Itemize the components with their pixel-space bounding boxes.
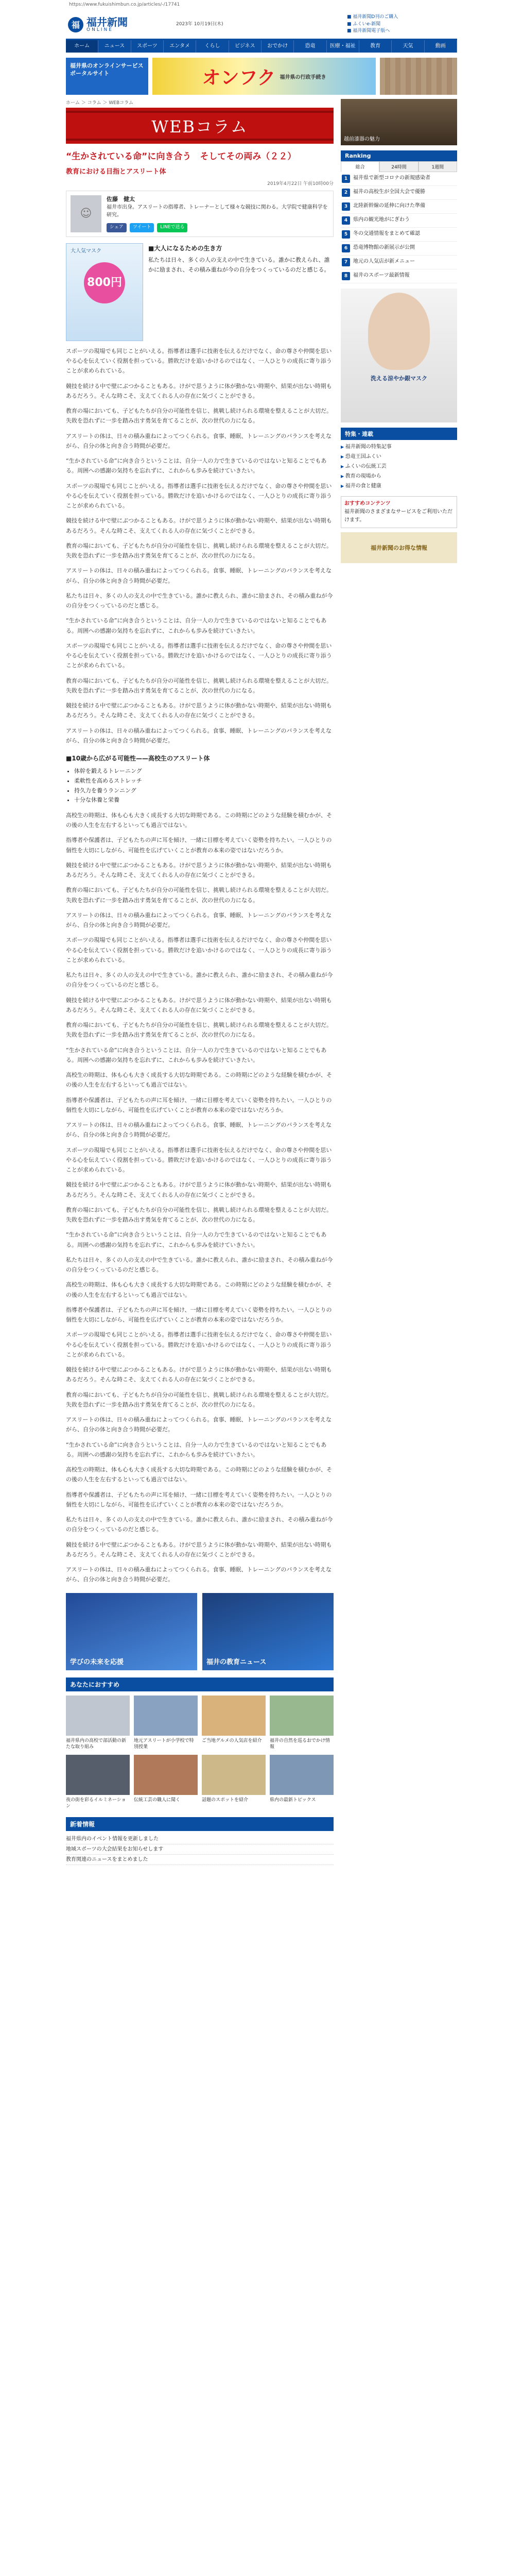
article-subtitle: 教育における目指とアスリート体: [66, 167, 166, 176]
nav-item-business[interactable]: ビジネス: [229, 40, 262, 53]
ranking-item-label: 福井の高校生が全国大会で優勝: [353, 189, 425, 195]
column-hero-banner: WEBコラム: [66, 108, 334, 144]
recommend-heading: あなたにおすすめ: [66, 1677, 334, 1691]
ranking-item-label: 県内の観光地がにぎわう: [353, 217, 410, 223]
banner-row: [66, 58, 457, 95]
card-title: 伝統工芸の職人に聞く: [134, 1797, 181, 1803]
ranking-item[interactable]: [341, 186, 457, 200]
card-thumbnail: [66, 1755, 130, 1795]
latest-heading: 新着情報: [66, 1817, 334, 1831]
ranking-item-label: 恐竜博物館の新展示が公開: [353, 245, 415, 250]
sidebar-top-banner[interactable]: 越前漆器の魅力: [341, 99, 457, 145]
page-url: https://www.fukuishimbun.co.jp/articles/-/17741: [69, 2, 180, 7]
article-paragraph: 高校生の時期は、体も心も大きく成長する大切な時期である。この時期にどのような経験を積むかが、その後の人生を左右するといっても過言ではない。: [66, 1072, 332, 1089]
nav-item-sports[interactable]: スポーツ: [131, 40, 164, 53]
nav-item-entertainment[interactable]: エンタメ: [164, 40, 196, 53]
article-paragraph: 競技を続ける中で壁にぶつかることもある。けがで思うように体が動かない時期や、結果が出ない時期もあるだろう。そんな時こそ、支えてくれる人の存在に気づくことができる。: [66, 1541, 332, 1558]
recommend-card[interactable]: [134, 1755, 198, 1810]
ranking-list: [341, 172, 457, 283]
list-item: • 体幹を鍛えるトレーニング: [74, 767, 334, 776]
header-link[interactable]: ■ 福井新聞電子版へ: [347, 28, 455, 35]
recommend-card[interactable]: [66, 1696, 130, 1751]
card-title: 福井の自然を巡るおでかけ情報: [270, 1738, 330, 1750]
ranking-item[interactable]: [341, 269, 457, 283]
card-title: 福井県内の高校で部活動の新たな取り組み: [66, 1738, 127, 1750]
article-paragraph: 高校生の時期は、体も心も大きく成長する大切な時期である。この時期にどのような経験を積むかが、その後の人生を左右するといっても過言ではない。: [66, 1281, 332, 1298]
latest-list: [66, 1834, 334, 1865]
facebook-share-button[interactable]: シェア: [107, 223, 127, 232]
mask-ad-title: 大人気マスク: [71, 248, 101, 254]
recommend-card[interactable]: [202, 1696, 266, 1751]
article-lead: [148, 243, 334, 275]
ranking-tabs: [341, 161, 457, 172]
rank-number: 7: [342, 258, 350, 266]
feature-link[interactable]: ▶ 恐竜王国ふくい: [341, 452, 457, 462]
card-title: 話題のスポットを紹介: [202, 1797, 249, 1803]
article-paragraph: スポーツの現場でも同じことがいえる。指導者は選手に技術を伝えるだけでなく、命の尊さや仲間を思いやる心を伝えていく役割を担っている。勝敗だけを追いかけるのではなく、一人ひとりの成長に寄り添うことが求められている。: [66, 642, 332, 669]
article-title: “生かされている命”に向き合う そしてその両み（２２）: [66, 151, 297, 162]
article-paragraph: 教育の場においても、子どもたちが自分の可能性を信じ、挑戦し続けられる環境を整えることが大切だ。失敗を恐れずに一歩を踏み出す勇気を育てることが、次の世代の力になる。: [66, 1206, 332, 1224]
lead-paragraph: 私たちは日々、多くの人の支えの中で生きている。誰かに教えられ、誰かに励まされ、その積み重ねが今の自分をつくっているのだと感じる。: [148, 257, 330, 274]
rank-number: 5: [342, 230, 350, 239]
site-logo[interactable]: [68, 17, 171, 32]
nav-item-dinosaur[interactable]: 恐竜: [294, 40, 326, 53]
global-nav: [66, 40, 457, 53]
lead-heading: ■大人になるための生き方: [148, 244, 222, 252]
banner-onfuku-note: 福井県の行政手続き: [280, 74, 326, 80]
article-date: 2019年4月22日 午前10時00分: [267, 181, 334, 187]
ranking-item[interactable]: [341, 172, 457, 186]
article-paragraph: 競技を続ける中で壁にぶつかることもある。けがで思うように体が動かない時期や、結果が出ない時期もあるだろう。そんな時こそ、支えてくれる人の存在に気づくことができる。: [66, 1366, 332, 1383]
recommend-grid: [66, 1696, 334, 1810]
article-paragraph: 指導者や保護者は、子どもたちの声に耳を傾け、一緒に目標を考えていく姿勢を持ちたい。一人ひとりの個性を大切にしながら、可能性を広げていくことが教育の本来の姿ではないだろうか。: [66, 1306, 332, 1324]
ranking-item-label: 福井県で新型コロナの新規感染者: [353, 175, 430, 181]
ranking-item[interactable]: [341, 242, 457, 256]
article-paragraph: “生かされている命”に向き合うということは、自分一人の力で生きているのではないと知ることでもある。周囲への感謝の気持ちを忘れずに、これからも歩みを続けていきたい。: [66, 1231, 327, 1248]
author-bio: 福井市出身。アスリートの指導者、トレーナーとして様々な競技に関わる。大学院で健康科学を研究。: [107, 205, 328, 218]
article-paragraph: アスリートの体は、日々の積み重ねによってつくられる。食事、睡眠、トレーニングのバランスを考えながら、自分の体と向き合う時間が必要だ。: [66, 1122, 332, 1139]
rank-number: 6: [342, 244, 350, 252]
banner-onfuku-title: オンフク: [202, 67, 276, 89]
article-paragraph: “生かされている命”に向き合うということは、自分一人の力で生きているのではないと知ることでもある。周囲への感謝の気持ちを忘れずに、これからも歩みを続けていきたい。: [66, 1046, 327, 1063]
bottom-ad-1[interactable]: 学びの未来を応援: [66, 1593, 197, 1670]
card-thumbnail: [134, 1755, 198, 1795]
ranking-item[interactable]: [341, 228, 457, 242]
article-paragraph: 指導者や保護者は、子どもたちの声に耳を傾け、一緒に目標を考えていく姿勢を持ちたい。一人ひとりの個性を大切にしながら、可能性を広げていくことが教育の本来の姿ではないだろうか。: [66, 1096, 332, 1113]
rank-number: 2: [342, 189, 350, 197]
feature-link[interactable]: ▶ ふくいの伝統工芸: [341, 462, 457, 471]
card-thumbnail: [270, 1755, 334, 1795]
article-paragraph: 私たちは日々、多くの人の支えの中で生きている。誰かに教えられ、誰かに励まされ、その積み重ねが今の自分をつくっているのだと感じる。: [66, 972, 333, 989]
logo-text: 福井新聞: [86, 15, 128, 28]
article-paragraph: 競技を続ける中で壁にぶつかることもある。けがで思うように体が動かない時期や、結果が出ない時期もあるだろう。そんな時こそ、支えてくれる人の存在に気づくことができる。: [66, 517, 332, 534]
bottom-ads: [66, 1593, 334, 1670]
latest-item[interactable]: 福井県内のイベント情報を更新しました: [66, 1834, 334, 1844]
card-title: 夜の街を彩るイルミネーション: [66, 1797, 126, 1809]
model-image: [368, 293, 430, 370]
recommend-card[interactable]: [134, 1696, 198, 1751]
card-title: 地元アスリートが小学校で特別授業: [134, 1738, 194, 1750]
article-paragraph: 教育の場においても、子どもたちが自分の可能性を信じ、挑戦し続けられる環境を整えることが大切だ。失敗を恐れずに一歩を踏み出す勇気を育てることが、次の世代の力になる。: [66, 677, 332, 694]
tab-week[interactable]: 1週間: [419, 161, 457, 172]
ranking-heading: Ranking: [341, 150, 457, 161]
feature-link[interactable]: ▶ 福井新聞の特集記事: [341, 442, 457, 452]
breadcrumb[interactable]: ホーム ＞ コラム ＞ WEBコラム: [66, 100, 134, 106]
nav-item-medical[interactable]: 医療・福祉: [327, 40, 359, 53]
ranking-item[interactable]: [341, 256, 457, 269]
article-paragraph: 教育の場においても、子どもたちが自分の可能性を信じ、挑戦し続けられる環境を整えることが大切だ。失敗を恐れずに一歩を踏み出す勇気を育てることが、次の世代の力になる。: [66, 887, 332, 904]
ranking-item-label: 福井のスポーツ最新情報: [353, 273, 410, 278]
recommend-card[interactable]: [270, 1755, 334, 1810]
tab-overall[interactable]: 総合: [341, 161, 379, 172]
recommend-card[interactable]: [66, 1755, 130, 1810]
feature-link[interactable]: ▶ 福井の食と健康: [341, 481, 457, 491]
article-paragraph: 指導者や保護者は、子どもたちの声に耳を傾け、一緒に目標を考えていく姿勢を持ちたい。一人ひとりの個性を大切にしながら、可能性を広げていくことが教育の本来の姿ではないだろうか。: [66, 837, 332, 854]
article-paragraph: 競技を続ける中で壁にぶつかることもある。けがで思うように体が動かない時期や、結果が出ない時期もあるだろう。そんな時こそ、支えてくれる人の存在に気づくことができる。: [66, 861, 332, 879]
section-heading: ■10歳から広がる可能性——高校生のアスリート体: [66, 755, 210, 762]
article-paragraph: 競技を続ける中で壁にぶつかることもある。けがで思うように体が動かない時期や、結果が出ない時期もあるだろう。そんな時こそ、支えてくれる人の存在に気づくことができる。: [66, 996, 332, 1013]
article-paragraph: 教育の場においても、子どもたちが自分の可能性を信じ、挑戦し続けられる環境を整えることが大切だ。失敗を恐れずに一歩を踏み出す勇気を育てることが、次の世代の力になる。: [66, 1391, 332, 1408]
sidebar-mask-ad[interactable]: [341, 289, 457, 422]
rank-number: 1: [342, 175, 350, 183]
article-paragraph: 私たちは日々、多くの人の支えの中で生きている。誰かに教えられ、誰かに励まされ、その積み重ねが今の自分をつくっているのだと感じる。: [66, 1516, 333, 1533]
article-paragraph: スポーツの現場でも同じことがいえる。指導者は選手に技術を伝えるだけでなく、命の尊さや仲間を思いやる心を伝えていく役割を担っている。勝敗だけを追いかけるのではなく、一人ひとりの成長に寄り添うことが求められている。: [66, 482, 332, 510]
article-paragraph: 指導者や保護者は、子どもたちの声に耳を傾け、一緒に目標を考えていく姿勢を持ちたい。一人ひとりの個性を大切にしながら、可能性を広げていくことが教育の本来の姿ではないだろうか。: [66, 1491, 332, 1508]
mask-ad[interactable]: [66, 243, 143, 341]
rank-number: 4: [342, 216, 350, 225]
author-avatar: ☺: [71, 195, 101, 232]
training-list: [74, 767, 334, 805]
article-paragraph: アスリートの体は、日々の積み重ねによってつくられる。食事、睡眠、トレーニングのバランスを考えながら、自分の体と向き合う時間が必要だ。: [66, 1566, 332, 1583]
card-thumbnail: [202, 1696, 266, 1736]
recommended-content-box: [341, 496, 457, 528]
logo-mark-icon: 福: [68, 17, 83, 32]
article-paragraph: スポーツの現場でも同じことがいえる。指導者は選手に技術を伝えるだけでなく、命の尊さや仲間を思いやる心を伝えていく役割を担っている。勝敗だけを追いかけるのではなく、一人ひとりの成長に寄り添うことが求められている。: [66, 347, 332, 375]
latest-item[interactable]: 教育関連のニュースをまとめました: [66, 1855, 334, 1865]
twitter-share-button[interactable]: ツイート: [130, 223, 154, 232]
article-paragraph: スポーツの現場でも同じことがいえる。指導者は選手に技術を伝えるだけでなく、命の尊さや仲間を思いやる心を伝えていく役割を担っている。勝敗だけを追いかけるのではなく、一人ひとりの成長に寄り添うことが求められている。: [66, 1146, 332, 1174]
header-link[interactable]: ■ 福井新聞D刊のご購入: [347, 14, 455, 21]
card-title: ご当地グルメの人気店を紹介: [202, 1738, 262, 1743]
latest-item[interactable]: 地域スポーツの大会結果をお知らせします: [66, 1844, 334, 1855]
sidebar-ad-text: 洗える涼やか銀マスク: [371, 375, 427, 382]
article-paragraph: スポーツの現場でも同じことがいえる。指導者は選手に技術を伝えるだけでなく、命の尊さや仲間を思いやる心を伝えていく役割を担っている。勝敗だけを追いかけるのではなく、一人ひとりの成長に寄り添うことが求められている。: [66, 937, 332, 963]
feature-link[interactable]: ▶ 教育の現場から: [341, 471, 457, 481]
share-buttons: [107, 223, 329, 232]
logo-subtext: ONLINE: [86, 27, 113, 32]
article-paragraph: 競技を続ける中で壁にぶつかることもある。けがで思うように体が動かない時期や、結果が出ない時期もあるだろう。そんな時こそ、支えてくれる人の存在に気づくことができる。: [66, 382, 332, 399]
article-paragraph: アスリートの体は、日々の積み重ねによってつくられる。食事、睡眠、トレーニングのバランスを考えながら、自分の体と向き合う時間が必要だ。: [66, 1416, 332, 1433]
article-body: [66, 346, 334, 1585]
recommend-card[interactable]: [270, 1696, 334, 1751]
recommend-card[interactable]: [202, 1755, 266, 1810]
article-paragraph: 教育の場においても、子どもたちが自分の可能性を信じ、挑戦し続けられる環境を整えることが大切だ。失敗を恐れずに一歩を踏み出す勇気を育てることが、次の世代の力になる。: [66, 408, 332, 425]
banner-lacquer[interactable]: [380, 58, 457, 95]
card-thumbnail: [66, 1696, 130, 1736]
rank-number: 3: [342, 202, 350, 211]
article-paragraph: 教育の場においても、子どもたちが自分の可能性を信じ、挑戦し続けられる環境を整えることが大切だ。失敗を恐れずに一歩を踏み出す勇気を育てることが、次の世代の力になる。: [66, 542, 332, 560]
line-share-button[interactable]: LINEで送る: [157, 223, 187, 232]
ranking-item[interactable]: [341, 200, 457, 214]
features-list: [341, 442, 457, 491]
sidebar-small-ad[interactable]: 福井新聞のお得な情報: [341, 532, 457, 563]
rank-number: 8: [342, 272, 350, 280]
banner-portal[interactable]: 福井県のオンラインサービスポータルサイト: [66, 58, 148, 95]
site-header: [66, 10, 457, 40]
list-item: • 持久力を養うランニング: [74, 786, 334, 796]
article-paragraph: 競技を続ける中で壁にぶつかることもある。けがで思うように体が動かない時期や、結果が出ない時期もあるだろう。そんな時こそ、支えてくれる人の存在に気づくことができる。: [66, 702, 332, 719]
article-paragraph: 競技を続ける中で壁にぶつかることもある。けがで思うように体が動かない時期や、結果が出ない時期もあるだろう。そんな時こそ、支えてくれる人の存在に気づくことができる。: [66, 1181, 332, 1198]
article-paragraph: アスリートの体は、日々の積み重ねによってつくられる。食事、睡眠、トレーニングのバランスを考えながら、自分の体と向き合う時間が必要だ。: [66, 911, 332, 929]
ranking-item-label: 冬の交通情報をまとめて確認: [353, 231, 420, 236]
article-paragraph: アスリートの体は、日々の積み重ねによってつくられる。食事、睡眠、トレーニングのバランスを考えながら、自分の体と向き合う時間が必要だ。: [66, 432, 332, 449]
ranking-item[interactable]: [341, 214, 457, 228]
article-paragraph: スポーツの現場でも同じことがいえる。指導者は選手に技術を伝えるだけでなく、命の尊さや仲間を思いやる心を伝えていく役割を担っている。勝敗だけを追いかけるのではなく、一人ひとりの成長に寄り添うことが求められている。: [66, 1331, 332, 1358]
header-date: 2023年 10月19日(木): [176, 22, 223, 27]
features-heading: 特集・連載: [341, 428, 457, 440]
author-name: 佐藤 健太: [107, 195, 135, 202]
article-paragraph: 私たちは日々、多くの人の支えの中で生きている。誰かに教えられ、誰かに励まされ、その積み重ねが今の自分をつくっているのだと感じる。: [66, 1256, 333, 1274]
recommended-content-text: 福井新聞のさまざまなサービスをご利用いただけます。: [344, 509, 452, 523]
list-item: • 柔軟性を高めるストレッチ: [74, 776, 334, 786]
ranking-item-label: 北陸新幹線の延伸に向けた準備: [353, 203, 425, 209]
mask-ad-price: 800円: [84, 262, 125, 303]
nav-item-life[interactable]: くらし: [196, 40, 229, 53]
tab-24h[interactable]: 24時間: [379, 161, 418, 172]
article-paragraph: “生かされている命”に向き合うということは、自分一人の力で生きているのではないと知ることでもある。周囲への感謝の気持ちを忘れずに、これからも歩みを続けていきたい。: [66, 617, 327, 634]
card-title: 県内の最新トピックス: [270, 1797, 316, 1803]
article-paragraph: 私たちは日々、多くの人の支えの中で生きている。誰かに教えられ、誰かに励まされ、その積み重ねが今の自分をつくっているのだと感じる。: [66, 592, 333, 609]
article-paragraph: 高校生の時期は、体も心も大きく成長する大切な時期である。この時期にどのような経験を積むかが、その後の人生を左右するといっても過言ではない。: [66, 1466, 332, 1483]
nav-item-news[interactable]: ニュース: [98, 40, 131, 53]
nav-item-outing[interactable]: おでかけ: [262, 40, 294, 53]
card-thumbnail: [134, 1696, 198, 1736]
header-link[interactable]: ■ ふくいe-新聞: [347, 21, 455, 28]
card-thumbnail: [270, 1696, 334, 1736]
article-paragraph: 教育の場においても、子どもたちが自分の可能性を信じ、挑戦し続けられる環境を整えることが大切だ。失敗を恐れずに一歩を踏み出す勇気を育てることが、次の世代の力になる。: [66, 1022, 332, 1039]
banner-onfuku[interactable]: [152, 58, 376, 95]
main-column: [66, 99, 334, 1865]
article-paragraph: 高校生の時期は、体も心も大きく成長する大切な時期である。この時期にどのような経験を積むかが、その後の人生を左右するといっても過言ではない。: [66, 811, 332, 829]
author-box: [66, 191, 334, 237]
list-item: • 十分な休養と栄養: [74, 795, 334, 805]
ranking-item-label: 地元の人気店が新メニュー: [353, 259, 415, 264]
recommended-content-title: おすすめコンテンツ: [344, 501, 391, 506]
bottom-ad-2[interactable]: 福井の教育ニュース: [202, 1593, 334, 1670]
card-thumbnail: [202, 1755, 266, 1795]
article-paragraph: アスリートの体は、日々の積み重ねによってつくられる。食事、睡眠、トレーニングのバランスを考えながら、自分の体と向き合う時間が必要だ。: [66, 567, 332, 584]
nav-item-video[interactable]: 動画: [425, 40, 457, 53]
nav-item-weather[interactable]: 天気: [392, 40, 424, 53]
article-paragraph: “生かされている命”に向き合うということは、自分一人の力で生きているのではないと知ることでもある。周囲への感謝の気持ちを忘れずに、これからも歩みを続けていきたい。: [66, 457, 327, 474]
nav-item-education[interactable]: 教育: [359, 40, 392, 53]
article-paragraph: アスリートの体は、日々の積み重ねによってつくられる。食事、睡眠、トレーニングのバランスを考えながら、自分の体と向き合う時間が必要だ。: [66, 727, 332, 744]
header-links: [347, 14, 455, 35]
sidebar: [341, 99, 457, 1865]
article-paragraph: “生かされている命”に向き合うということは、自分一人の力で生きているのではないと知ることでもある。周囲への感謝の気持ちを忘れずに、これからも歩みを続けていきたい。: [66, 1441, 327, 1458]
nav-item-home[interactable]: ホーム: [66, 40, 98, 53]
